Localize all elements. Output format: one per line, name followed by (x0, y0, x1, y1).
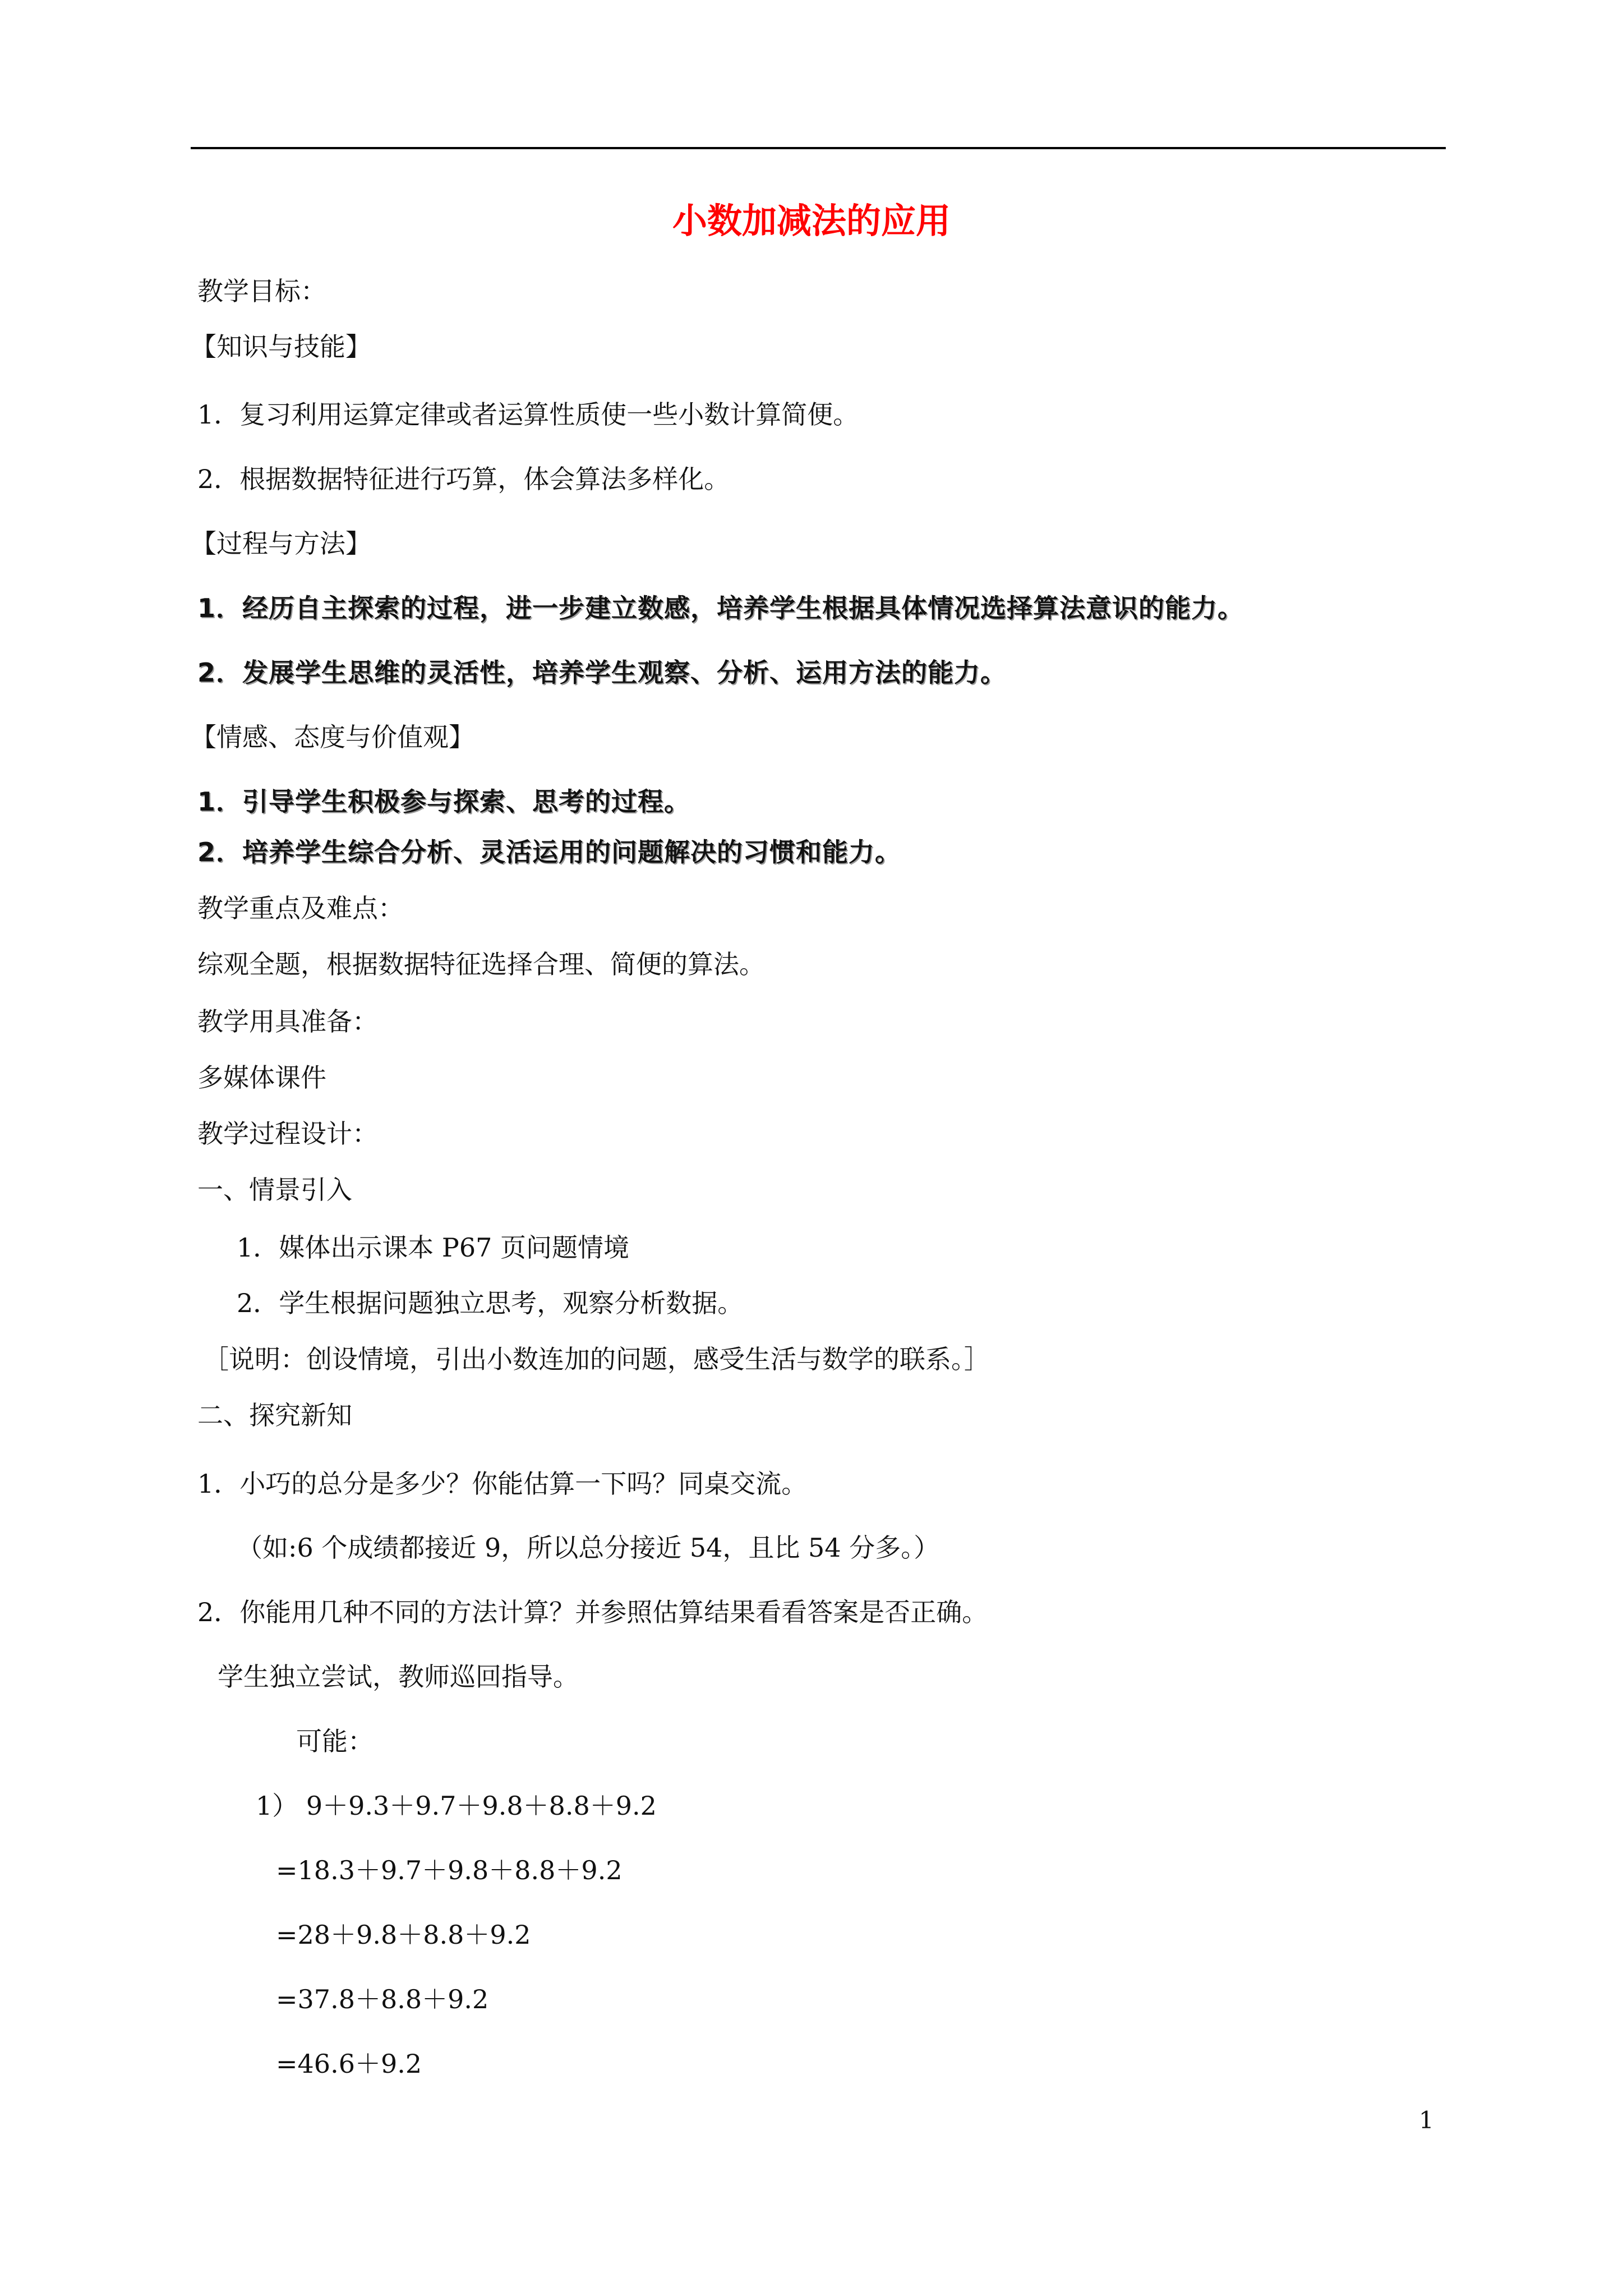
text-line: 1．小巧的总分是多少？你能估算一下吗？同桌交流。 (197, 1469, 808, 1499)
text-line: 二、探究新知 (197, 1400, 352, 1430)
text-line: 综观全题，根据数据特征选择合理、简便的算法。 (197, 949, 765, 979)
text-line: 教学用具准备： (197, 1006, 378, 1037)
calculation-line: =46.6＋9.2 (276, 2049, 422, 2079)
text-line: 2．学生根据问题独立思考，观察分析数据。 (237, 1288, 744, 1318)
document-title: 小数加减法的应用 (672, 200, 951, 241)
text-line: 2．发展学生思维的灵活性，培养学生观察、分析、运用方法的能力。 (197, 657, 1007, 688)
text-line: 1．媒体出示课本 P67 页问题情境 (237, 1232, 629, 1263)
calculation-line: 1） 9＋9.3＋9.7＋9.8＋8.8＋9.2 (256, 1791, 657, 1821)
calculation-line: =18.3＋9.7＋9.8＋8.8＋9.2 (276, 1855, 623, 1885)
text-line: 教学过程设计： (197, 1119, 378, 1149)
text-line: 2．根据数据特征进行巧算，体会算法多样化。 (197, 464, 730, 494)
text-line: 教学重点及难点： (197, 893, 404, 923)
text-line: 1．经历自主探索的过程，进一步建立数感，培养学生根据具体情况选择算法意识的能力。 (197, 593, 1244, 623)
calculation-line: =37.8＋8.8＋9.2 (276, 1984, 489, 2014)
header-rule (191, 147, 1446, 149)
text-line: 1．引导学生积极参与探索、思考的过程。 (197, 786, 691, 817)
text-line: 多媒体课件 (197, 1062, 326, 1093)
text-line: 可能： (296, 1726, 374, 1756)
text-line: 学生独立尝试，教师巡回指导。 (218, 1662, 579, 1692)
calculation-line: =28＋9.8＋8.8＋9.2 (276, 1920, 531, 1950)
text-line: 2．培养学生综合分析、灵活运用的问题解决的习惯和能力。 (197, 837, 902, 867)
section-heading: 【情感、态度与价值观】 (191, 722, 474, 752)
section-heading: 【知识与技能】 (191, 332, 371, 362)
text-line: 教学目标： (197, 276, 326, 306)
section-heading: 【过程与方法】 (191, 528, 371, 559)
text-line: 1．复习利用运算定律或者运算性质使一些小数计算简便。 (197, 399, 859, 430)
text-line: ［说明：创设情境，引出小数连加的问题，感受生活与数学的联系。］ (203, 1344, 990, 1374)
text-line: 一、情景引入 (197, 1175, 352, 1205)
page-number: 1 (1419, 2106, 1434, 2134)
text-line: （如:6 个成绩都接近 9，所以总分接近 54，且比 54 分多。） (237, 1533, 940, 1563)
text-line: 2．你能用几种不同的方法计算？并参照估算结果看看答案是否正确。 (197, 1597, 988, 1627)
